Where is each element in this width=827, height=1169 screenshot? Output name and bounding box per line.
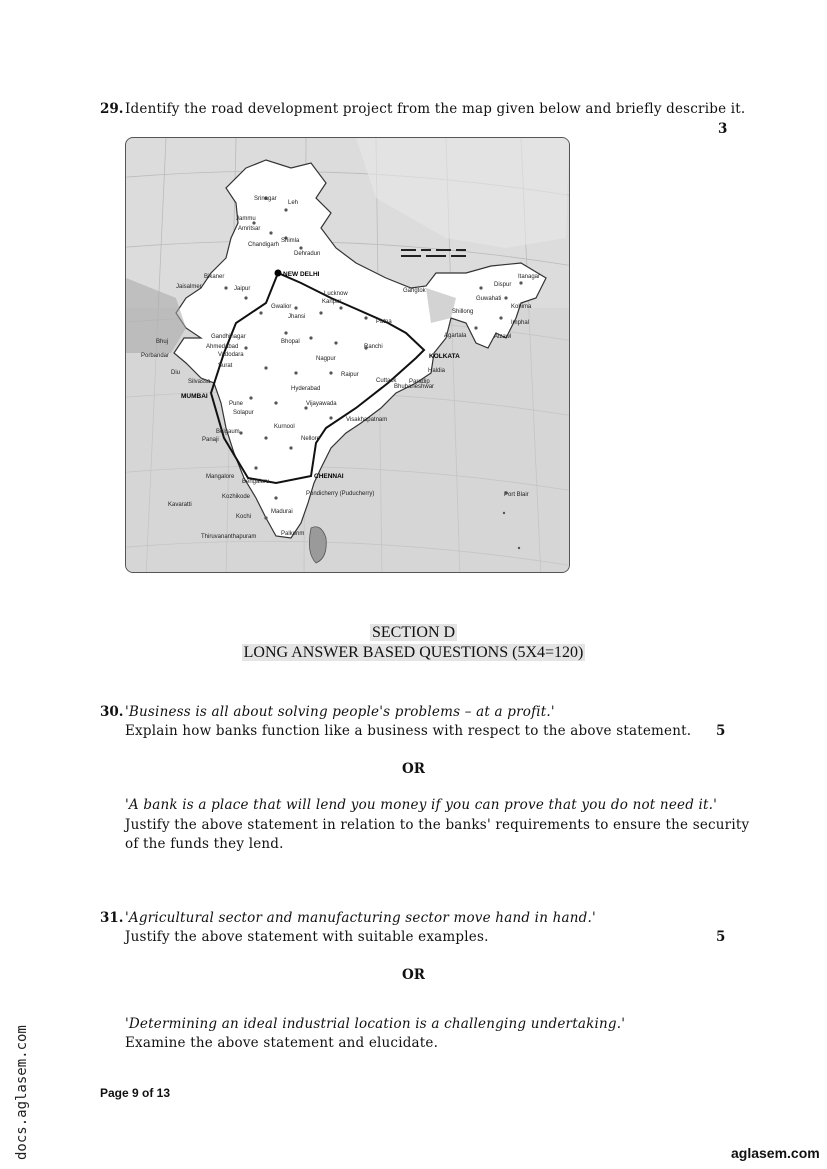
svg-text:Panaji: Panaji [202,437,219,443]
svg-text:Gandhinagar: Gandhinagar [211,334,246,340]
svg-text:Pune: Pune [229,401,244,407]
svg-text:Jaisalmer: Jaisalmer [176,284,202,290]
svg-text:Pondicherry (Puducherry): Pondicherry (Puducherry) [306,491,375,497]
svg-text:Ranchi: Ranchi [364,344,383,350]
svg-text:Bhopal: Bhopal [281,339,300,345]
q31-marks: 5 [716,929,726,945]
svg-text:Vadodara: Vadodara [218,352,244,358]
corner-watermark: aglasem.com [731,1145,820,1161]
q30-number: 30. [100,704,124,720]
map-legend [401,250,466,256]
svg-text:Port Blair: Port Blair [504,492,529,498]
q30-text-2a: Justify the above statement in relation to the banks' requirements to ensure the security [125,817,750,833]
q31-text-1: Justify the above statement with suitable examples. [125,929,489,945]
svg-text:MUMBAI: MUMBAI [181,393,208,400]
svg-text:Kohima: Kohima [511,304,532,310]
q31-text-2: Examine the above statement and elucidate. [125,1035,439,1051]
q29-marks: 3 [718,121,728,137]
q29-text: Identify the road development project from the map given below and briefly describe it. [125,101,746,117]
section-heading [0,622,827,642]
svg-text:Surat: Surat [218,363,233,369]
india-road-map [125,137,570,573]
page-number: Page 9 of 13 [100,1086,171,1100]
q31-number: 31. [100,910,124,926]
svg-text:KOLKATA: KOLKATA [429,353,460,360]
svg-text:Aizawl: Aizawl [494,334,512,340]
map-svg [126,138,569,572]
svg-text:Shimla: Shimla [281,238,300,244]
svg-text:Dehradun: Dehradun [294,251,321,257]
svg-text:Amritsar: Amritsar [238,226,261,232]
svg-text:Kozhikode: Kozhikode [222,494,251,500]
svg-text:Palkonm: Palkonm [281,531,305,537]
svg-text:Kavaratti: Kavaratti [168,502,192,508]
svg-text:Leh: Leh [288,200,299,206]
svg-text:Kochi: Kochi [236,514,252,520]
svg-text:Chandigarh: Chandigarh [248,242,280,248]
side-watermark: docs.aglasem.com [14,1025,30,1160]
svg-text:Raipur: Raipur [341,372,359,378]
svg-text:Nellore: Nellore [301,436,321,442]
svg-text:Agartala: Agartala [444,333,467,339]
svg-text:Patna: Patna [376,319,392,325]
svg-text:Ahmedabad: Ahmedabad [206,344,239,350]
svg-text:Jhansi: Jhansi [288,314,306,320]
svg-text:Madurai: Madurai [271,509,293,515]
svg-text:Cuttack: Cuttack [376,378,397,384]
svg-text:Jaipur: Jaipur [234,286,251,292]
svg-text:Bhubaneshwar: Bhubaneshwar [394,384,435,390]
section-title: SECTION D [371,624,456,641]
svg-text:Thiruvananthapuram: Thiruvananthapuram [201,534,257,540]
svg-text:Imphal: Imphal [511,320,530,326]
svg-text:Hyderabad: Hyderabad [291,386,321,392]
svg-text:Bikaner: Bikaner [204,274,225,280]
svg-text:Visakhapatnam: Visakhapatnam [346,417,388,423]
svg-text:Dispur: Dispur [494,282,512,288]
svg-text:NEW DELHI: NEW DELHI [283,271,320,278]
q30-quote-2: 'A bank is a place that will lend you money if you can prove that you do not need it.' [125,797,718,813]
q30-quote-1: 'Business is all about solving people's problems – at a profit.' [125,704,555,720]
svg-text:Bhuj: Bhuj [156,339,169,345]
q31-quote-2: 'Determining an ideal industrial location is a challenging undertaking.' [125,1016,626,1032]
svg-text:Srinagar: Srinagar [254,196,277,202]
svg-text:Bengaluru: Bengaluru [242,479,270,485]
svg-text:Haldia: Haldia [428,368,446,374]
svg-text:CHENNAI: CHENNAI [314,473,344,480]
svg-text:Kurnool: Kurnool [274,424,295,430]
q30-marks: 5 [716,723,726,739]
q29-number: 29. [100,101,124,117]
q30-text-1: Explain how banks function like a business with respect to the above statement. [125,723,692,739]
section-subheading [0,642,827,662]
svg-text:Mangalore: Mangalore [206,474,235,480]
q31-quote-1: 'Agricultural sector and manufacturing sector move hand in hand.' [125,910,596,926]
svg-text:Paradip: Paradip [409,379,430,385]
svg-text:Shillong: Shillong [452,309,474,315]
svg-text:Nagpur: Nagpur [316,356,336,362]
q30-text-2b: of the funds they lend. [125,836,284,852]
svg-text:Kanpur: Kanpur [322,299,342,305]
svg-text:Diu: Diu [171,370,181,376]
svg-text:Gwalior: Gwalior [271,304,292,310]
svg-text:Vijayawada: Vijayawada [306,401,337,407]
svg-text:Jammu: Jammu [236,216,256,222]
svg-text:Guwahati: Guwahati [476,296,502,302]
q31-or: OR [402,967,425,983]
svg-text:Silvassa: Silvassa [188,379,211,385]
svg-text:Porbandar: Porbandar [141,353,170,359]
svg-text:Solapur: Solapur [233,410,254,416]
svg-text:Gangtok: Gangtok [403,288,426,294]
svg-text:Belgaum: Belgaum [216,429,240,435]
q30-or: OR [402,761,425,777]
svg-text:Lucknow: Lucknow [324,291,348,297]
section-subtitle: LONG ANSWER BASED QUESTIONS (5X4=120) [243,644,584,661]
svg-text:Itanagar: Itanagar [518,274,541,280]
